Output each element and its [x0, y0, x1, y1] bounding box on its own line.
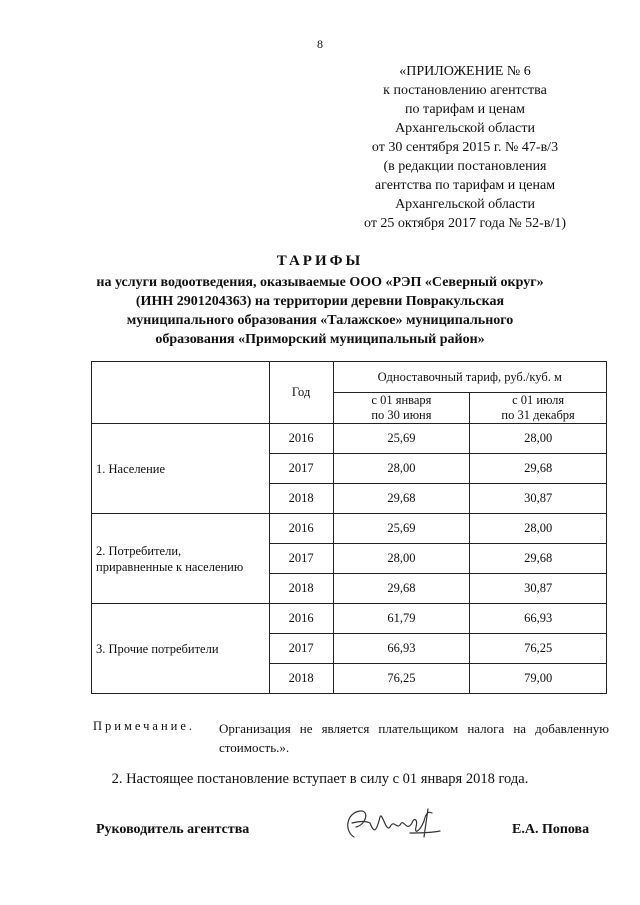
tariff-second-half-cell: 29,68 — [470, 454, 607, 484]
tariff-second-half-cell: 29,68 — [470, 544, 607, 574]
year-cell: 2018 — [269, 664, 333, 694]
header-blank-cell — [92, 362, 270, 424]
table-row — [92, 514, 607, 544]
year-cell: 2017 — [269, 544, 333, 574]
appendix-line: от 25 октября 2017 года № 52-в/1) — [364, 216, 566, 231]
subtitle-line: образования «Приморский муниципальный район» — [155, 332, 485, 347]
tariff-first-half-cell: 28,00 — [333, 454, 470, 484]
consumer-category: 2. Потребители, приравненные к населению — [92, 514, 270, 604]
consumer-category: 1. Население — [92, 424, 270, 514]
tariff-first-half-cell: 28,00 — [333, 544, 470, 574]
tariff-second-half-cell: 76,25 — [470, 634, 607, 664]
subtitle-line: муниципального образования «Талажское» муниципального — [126, 313, 514, 328]
page-number: 8 — [317, 37, 323, 51]
tariff-second-half-cell: 79,00 — [470, 664, 607, 694]
appendix-line: по тарифам и ценам — [405, 102, 525, 117]
tariff-table — [91, 361, 607, 694]
appendix-header — [340, 62, 590, 233]
tariff-second-half-cell: 30,87 — [470, 574, 607, 604]
table-row — [92, 424, 607, 454]
note-label: Примечание. — [93, 719, 196, 733]
year-cell: 2016 — [269, 424, 333, 454]
document-subtitle — [60, 273, 580, 349]
tariff-first-half-cell: 29,68 — [333, 574, 470, 604]
tariff-first-half-cell: 76,25 — [333, 664, 470, 694]
signatory-role: Руководитель агентства — [96, 822, 250, 837]
year-cell: 2017 — [269, 454, 333, 484]
table-row — [92, 604, 607, 634]
header-second-half: с 01 июля по 31 декабря — [470, 393, 607, 424]
tariff-second-half-cell: 66,93 — [470, 604, 607, 634]
tariff-second-half-cell: 28,00 — [470, 514, 607, 544]
document-title: ТАРИФЫ — [276, 253, 364, 269]
tariff-second-half-cell: 30,87 — [470, 484, 607, 514]
subtitle-line: на услуги водоотведения, оказываемые ООО «РЭП «Северный округ» — [96, 275, 544, 290]
tariff-first-half-cell: 29,68 — [333, 484, 470, 514]
effective-date-clause: 2. Настоящее постановление вступает в силу с 01 января 2018 года. — [111, 771, 529, 787]
appendix-line: к постановлению агентства — [383, 83, 547, 98]
signatory-name: Е.А. Попова — [512, 822, 590, 837]
subtitle-line: (ИНН 2901204363) на территории деревни Повракульская — [135, 294, 505, 309]
tariff-first-half-cell: 25,69 — [333, 424, 470, 454]
appendix-line: Архангельской области — [395, 197, 535, 212]
header-first-half: с 01 января по 30 июня — [333, 393, 470, 424]
header-year: Год — [269, 362, 333, 424]
header-tariff: Одноставочный тариф, руб./куб. м — [333, 362, 606, 393]
appendix-line: Архангельской области — [395, 121, 535, 136]
note-text: Организация не является плательщиком налога на добавленную стоимость.». — [219, 721, 609, 755]
year-cell: 2018 — [269, 484, 333, 514]
consumer-category: 3. Прочие потребители — [92, 604, 270, 694]
appendix-line: (в редакции постановления — [383, 159, 547, 174]
year-cell: 2017 — [269, 634, 333, 664]
year-cell: 2016 — [269, 604, 333, 634]
appendix-line: от 30 сентября 2015 г. № 47-в/3 — [371, 140, 559, 155]
tariff-second-half-cell: 28,00 — [470, 424, 607, 454]
tariff-first-half-cell: 66,93 — [333, 634, 470, 664]
tariff-first-half-cell: 61,79 — [333, 604, 470, 634]
appendix-line: агентства по тарифам и ценам — [374, 178, 556, 193]
year-cell: 2018 — [269, 574, 333, 604]
appendix-line: «ПРИЛОЖЕНИЕ № 6 — [399, 64, 531, 79]
year-cell: 2016 — [269, 514, 333, 544]
handwritten-signature — [340, 803, 450, 849]
tariff-first-half-cell: 25,69 — [333, 514, 470, 544]
